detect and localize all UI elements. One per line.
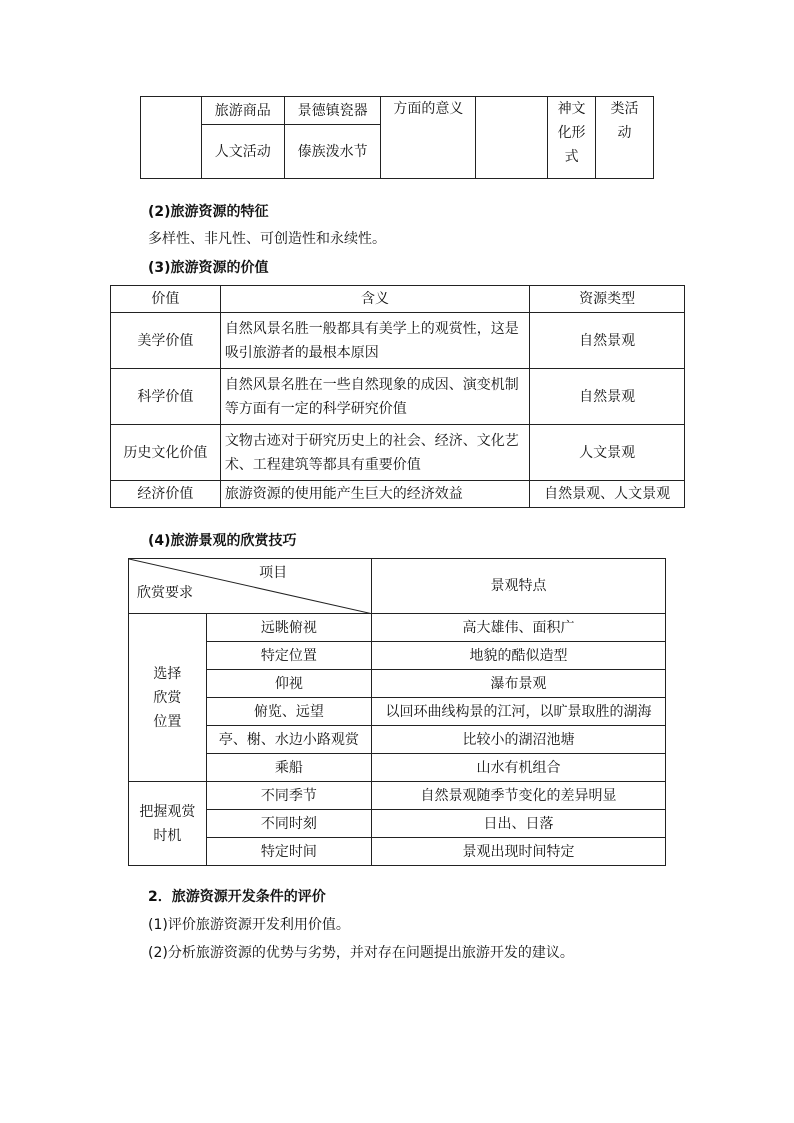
table-row: 特定时间 景观出现时间特定 bbox=[129, 838, 666, 866]
table-row: 特定位置 地貌的酷似造型 bbox=[129, 642, 666, 670]
significance-cell: 方面的意义 bbox=[381, 97, 476, 179]
table-row: 美学价值 自然风景名胜一般都具有美学上的观赏性，这是 吸引旅游者的最根本原因 自然景观 bbox=[111, 313, 685, 369]
resource-value-table bbox=[110, 285, 685, 508]
resource-example-cell: 景德镇瓷器 bbox=[284, 97, 381, 125]
resource-type-cell: 人文活动 bbox=[201, 125, 284, 179]
table-row: 乘船 山水有机组合 bbox=[129, 754, 666, 782]
table-row: 仰视 瀑布景观 bbox=[129, 670, 666, 698]
resource-type-cell: 旅游商品 bbox=[201, 97, 284, 125]
table-row: 亭、榭、水边小路观赏 比较小的湖沼池塘 bbox=[129, 726, 666, 754]
activity-cell: 类活 动 bbox=[596, 97, 654, 179]
empty-cell bbox=[141, 97, 202, 179]
form-cell: 神文 化形 式 bbox=[548, 97, 596, 179]
tourism-resource-table-continued bbox=[140, 96, 654, 179]
table-row: 把握观赏 时机 不同季节 自然景观随季节变化的差异明显 bbox=[129, 782, 666, 810]
column-header: 资源类型 bbox=[530, 286, 685, 313]
column-header: 价值 bbox=[111, 286, 221, 313]
header-item-label: 项目 bbox=[259, 565, 288, 581]
column-header: 景观特点 bbox=[372, 559, 666, 614]
header-requirement-label: 欣赏要求 bbox=[137, 585, 193, 601]
paragraph-text: 多样性、非凡性、可创造性和永续性。 bbox=[148, 231, 386, 247]
group-label: 选择 欣赏 位置 bbox=[129, 614, 207, 782]
section-heading: 2．旅游资源开发条件的评价 bbox=[148, 889, 326, 905]
appreciation-skills-table bbox=[128, 558, 666, 866]
column-header: 含义 bbox=[220, 286, 529, 313]
table-row: 俯览、远望 以回环曲线构景的江河，以旷景取胜的湖海 bbox=[129, 698, 666, 726]
table-row: 经济价值 旅游资源的使用能产生巨大的经济效益 自然景观、人文景观 bbox=[111, 481, 685, 508]
table-row: 历史文化价值 文物古迹对于研究历史上的社会、经济、文化艺 术、工程建筑等都具有重要价值 人文景观 bbox=[111, 425, 685, 481]
group-label: 把握观赏 时机 bbox=[129, 782, 207, 866]
diagonal-header-cell bbox=[129, 559, 372, 614]
section-heading: (3)旅游资源的价值 bbox=[148, 260, 269, 276]
table-row: 不同时刻 日出、日落 bbox=[129, 810, 666, 838]
table-row: 选择 欣赏 位置 远眺俯视 高大雄伟、面积广 bbox=[129, 614, 666, 642]
table-row: 科学价值 自然风景名胜在一些自然现象的成因、演变机制 等方面有一定的科学研究价值 自然景观 bbox=[111, 369, 685, 425]
section-heading: (2)旅游资源的特征 bbox=[148, 204, 269, 220]
section-heading: (4)旅游景观的欣赏技巧 bbox=[148, 533, 297, 549]
resource-example-cell: 傣族泼水节 bbox=[284, 125, 381, 179]
list-item: (2)分析旅游资源的优势与劣势，并对存在问题提出旅游开发的建议。 bbox=[148, 945, 574, 961]
list-item: (1)评价旅游资源开发利用价值。 bbox=[148, 917, 350, 933]
empty-cell bbox=[476, 97, 548, 179]
